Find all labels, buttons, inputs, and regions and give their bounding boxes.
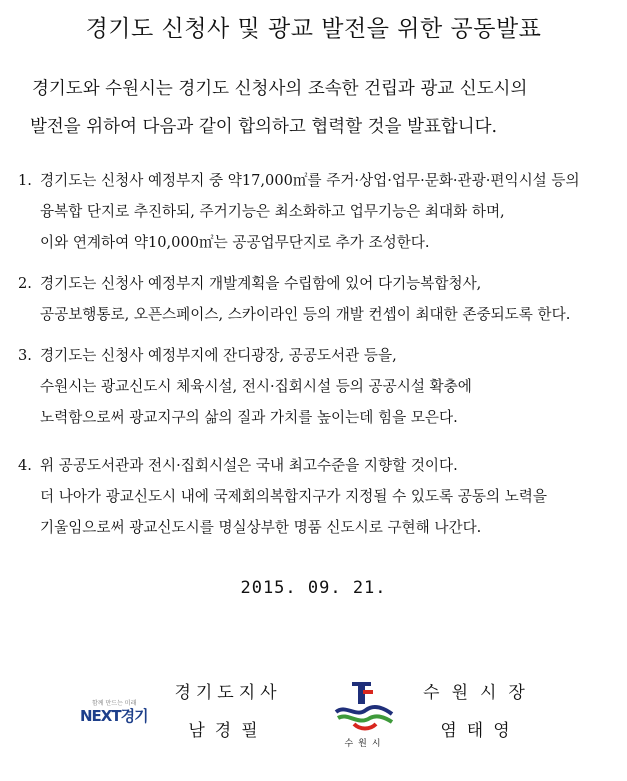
suwon-emblem-icon [330,678,398,736]
left-signatory-title: 경기도지사 [174,683,282,703]
clause-4 [18,450,618,543]
clause-number: 4. [18,457,32,474]
clause-line: 기울임으로써 광교신도시를 명실상부한 명품 신도시로 구현해 나간다. [40,519,482,536]
clause-line: 더 나아가 광교신도시 내에 국제회의복합지구가 지정될 수 있도록 공동의 노력을 [40,488,547,505]
intro-paragraph [30,70,620,146]
document-title: 경기도 신청사 및 광교 발전을 위한 공동발표 [85,16,542,42]
clause-line: 경기도는 신청사 예정부지에 잔디광장, 공공도서관 등을, [40,347,397,364]
logo-tagline: 함께 만드는 미래 [92,700,137,707]
clause-line: 융복합 단지로 추진하되, 주거기능은 최소화하고 업무기능은 최대화 하며, [40,203,505,220]
clause-line: 경기도는 신청사 예정부지 개발계획을 수립함에 있어 다기능복합청사, [40,275,482,292]
suwon-city-logo [330,678,398,750]
right-signatory-title: 수원시장 [423,683,537,703]
logo-word-suffix: 경기 [120,707,148,725]
next-gyeonggi-logo [80,698,160,738]
clause-number: 1. [18,172,32,189]
left-signatory-name: 남경필 [188,721,268,741]
clause-2 [18,268,618,330]
clause-line: 노력함으로써 광교지구의 삶의 질과 가치를 높이는데 힘을 모은다. [40,409,458,426]
logo-word: NEXT [80,707,121,725]
clause-line: 이와 연계하여 약10,000㎡는 공공업무단지로 추가 조성한다. [40,234,430,251]
right-signatory-name: 염태영 [440,721,520,741]
intro-line: 발전을 위하여 다음과 같이 합의하고 협력할 것을 발표합니다. [30,117,498,137]
clause-line: 경기도는 신청사 예정부지 중 약17,000㎡를 주거·상업·업무·문화·관광·편익시설 등의 [40,172,580,189]
clause-1 [18,165,618,258]
clause-3 [18,340,618,433]
clause-line: 공공보행통로, 오픈스페이스, 스카이라인 등의 개발 컨셉이 최대한 존중되도록 한다. [40,306,571,323]
clause-line: 위 공공도서관과 전시·집회시설은 국내 최고수준을 지향할 것이다. [40,457,458,474]
clause-number: 3. [18,347,32,364]
document-date: 2015. 09. 21. [240,578,387,598]
logo-caption: 수원시 [344,739,386,749]
logo-wordmark [80,705,148,726]
clause-line: 수원시는 광교신도시 체육시설, 전시·집회시설 등의 공공시설 확충에 [40,378,472,395]
clause-number: 2. [18,275,32,292]
intro-line: 경기도와 수원시는 경기도 신청사의 조속한 건립과 광교 신도시의 [32,79,528,99]
